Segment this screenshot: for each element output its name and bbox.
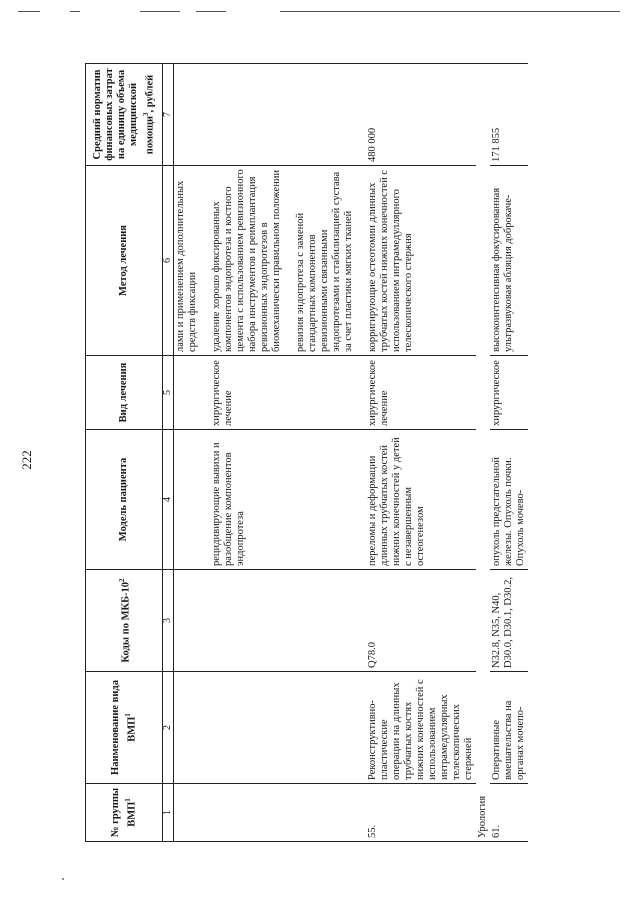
table-row bbox=[294, 64, 356, 842]
column-number: 6 bbox=[163, 166, 174, 356]
method-cell: корригирующие остеотомии длинных трубчатых костей нижних конечностей с использованием интрамедуллярного телескопического стержня bbox=[366, 166, 476, 356]
method-cell: высокоинтенсивная фокусированная ультразвуковая абляция доброкаче- bbox=[490, 166, 528, 356]
group-number-cell: 61. bbox=[490, 784, 528, 842]
column-number: 2 bbox=[163, 672, 174, 784]
column-number: 5 bbox=[163, 356, 174, 430]
icd-codes-cell: N32.8, N35, N40, D30.0, D30.1, D30.2, bbox=[490, 570, 528, 672]
header-cost: Средний норматив финансовых затрат на единицу объема медицинской помощи$^3$, рублей bbox=[86, 64, 163, 166]
method-cell: удаление хорошо фиксированных компонентов эндопротеза и костного цемента с использованием ревизионного набора инструментов и реимплантация ревизионных эндопротезов в биомеханически правильном положении bbox=[210, 166, 284, 356]
section-title: Урология bbox=[476, 64, 490, 842]
cost-cell: 480 000 bbox=[366, 64, 476, 166]
column-number: 1 bbox=[163, 784, 174, 842]
rotated-table-container bbox=[85, 64, 617, 842]
model-cell: опухоль предстательной железы. Опухоль почки. Опухоль мочево- bbox=[490, 430, 528, 570]
header-group: № группы ВМП$^1$ bbox=[86, 784, 163, 842]
table-row bbox=[210, 64, 284, 842]
vmp-table bbox=[85, 63, 528, 842]
scan-speck bbox=[62, 878, 64, 880]
model-cell: переломы и деформации длинных трубчатых костей нижних конечностей у детей с незавершенным остеогенезом bbox=[366, 430, 476, 570]
header-codes: Коды по МКБ-$10^2$ bbox=[86, 570, 163, 672]
treatment-type-cell: хирургическое bbox=[490, 356, 528, 430]
icd-codes-cell: Q78.0 bbox=[366, 570, 476, 672]
method-cell: ревизия эндопротеза с заменой стандартных компонентов ревизионными связанными эндопротезами и стабилизацией сустава за счет пластики мягких тканей bbox=[294, 166, 356, 356]
column-number: 7 bbox=[163, 64, 174, 166]
column-number: 4 bbox=[163, 430, 174, 570]
vmp-name-cell: Реконструктивно-пластические операции на длинных трубчатых костях нижних конечностей с использованием интрамедуллярных телескопических стержней bbox=[366, 672, 476, 784]
treatment-type-cell: хирургическое лечение bbox=[366, 356, 476, 430]
group-number-cell: 55. bbox=[366, 784, 476, 842]
table-header-row bbox=[86, 64, 163, 842]
header-treatment-type: Вид лечения bbox=[86, 356, 163, 430]
model-cell: рецидивирующие вывихи и разобщение компонентов эндопротеза bbox=[210, 430, 284, 570]
section-row bbox=[476, 64, 490, 842]
column-number: 3 bbox=[163, 570, 174, 672]
cost-cell: 171 855 bbox=[490, 64, 528, 166]
header-method: Метод лечения bbox=[86, 166, 163, 356]
treatment-type-cell: хирургическое лечение bbox=[210, 356, 284, 430]
vmp-name-cell: Оперативные вмешательства на органах мочепо- bbox=[490, 672, 528, 784]
table-row bbox=[174, 64, 201, 842]
header-name: Наименование вида ВМП$^1$ bbox=[86, 672, 163, 784]
page-number: 222 bbox=[19, 450, 34, 470]
column-number-row bbox=[163, 64, 174, 842]
header-model: Модель пациента bbox=[86, 430, 163, 570]
table-row bbox=[366, 64, 476, 842]
method-cell: лами и применением дополнительных средств фиксации bbox=[174, 166, 201, 356]
scan-edge-marks bbox=[0, 0, 640, 16]
table-row bbox=[490, 64, 528, 842]
